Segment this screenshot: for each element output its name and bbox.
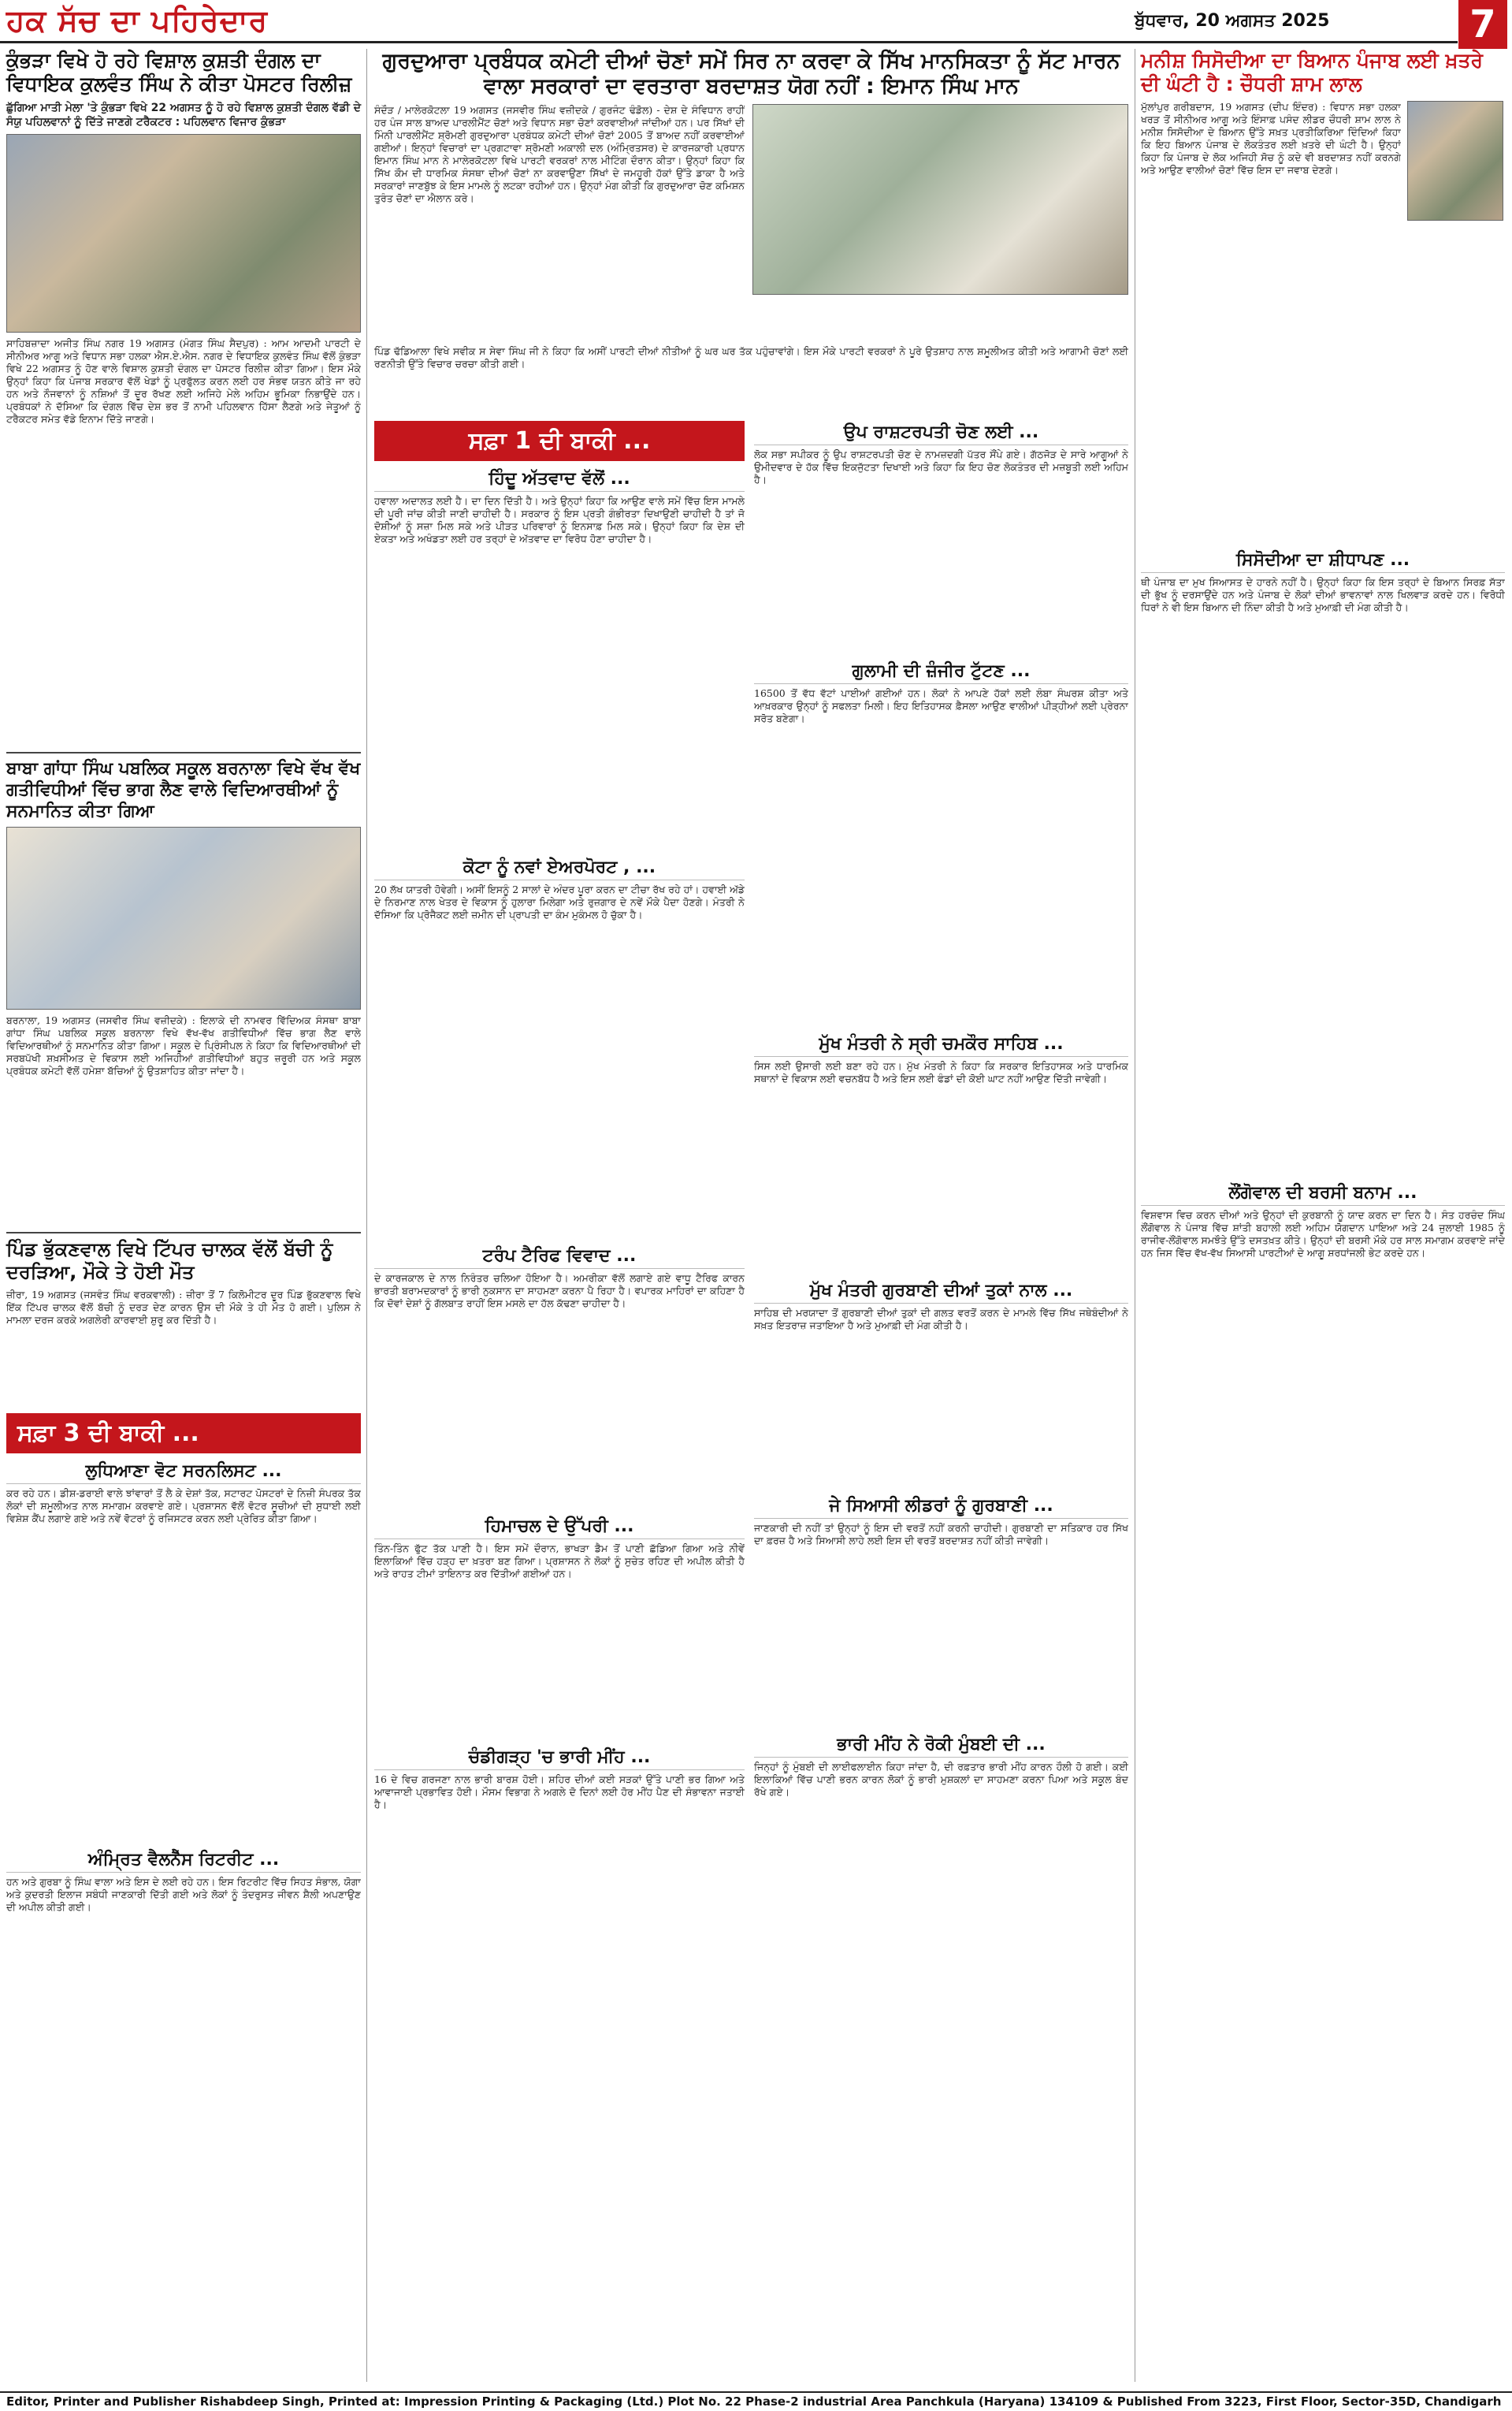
section-heading: ਮੁੱਖ ਮੰਤਰੀ ਨੇ ਸ੍ਰੀ ਚਮਕੌਰ ਸਾਹਿਬ ... bbox=[754, 1034, 1128, 1057]
newspaper-brand: ਹਕ ਸੱਚ ਦਾ ਪਹਿਰੇਦਾਰ bbox=[6, 3, 269, 38]
article-headline: ਗੁਰਦੁਆਰਾ ਪ੍ਰਬੰਧਕ ਕਮੇਟੀ ਦੀਆਂ ਚੋਣਾਂ ਸਮੇਂ ਸਿਰ ਨਾ ਕਰਵਾ ਕੇ ਸਿੱਖ ਮਾਨਸਿਕਤਾ ਨੂੰ ਸੱਟ ਮਾਰਨ ਵਾਲਾ ਸਰਕਾਰਾਂ ਦਾ ਵਰਤਾਰਾ ਬਰਦਾਸ਼ਤ ਯੋਗ ਨਹੀਂ : ਇਮਾਨ ਸਿੰਘ ਮਾਨ bbox=[382, 49, 1120, 99]
article-body: ਮੁੱਲਾਂਪੁਰ ਗਰੀਬਦਾਸ, 19 ਅਗਸਤ (ਦੀਪ ਇੰਦਰ) : ਵਿਧਾਨ ਸਭਾ ਹਲਕਾ ਖਰੜ ਤੋਂ ਸੀਨੀਅਰ ਆਗੂ ਅਤੇ ਇੰਸਾਫ਼ ਪਸੰਦ ਲੀਡਰ ਚੌਧਰੀ ਸ਼ਾਮ ਲਾਲ ਨੇ ਮਨੀਸ਼ ਸਿਸੋਦੀਆ ਦੇ ਬਿਆਨ ਉੱਤੇ ਸਖ਼ਤ ਪ੍ਰਤੀਕਿਰਿਆ ਦਿੰਦਿਆਂ ਕਿਹਾ ਕਿ ਇਹ ਬਿਆਨ ਪੰਜਾਬ ਦੇ ਲੋਕਤੰਤਰ ਲਈ ਖ਼ਤਰੇ ਦੀ ਘੰਟੀ ਹੈ। ਉਨ੍ਹਾਂ ਕਿਹਾ ਕਿ ਪੰਜਾਬ ਦੇ ਲੋਕ ਅਜਿਹੀ ਸੋਚ ਨੂੰ ਕਦੇ ਵੀ ਬਰਦਾਸ਼ਤ ਨਹੀਂ ਕਰਨਗੇ ਅਤੇ ਆਉਣ ਵਾਲੀਆਂ ਚੋਣਾਂ ਵਿੱਚ ਇਸ ਦਾ ਜਵਾਬ ਦੇਣਗੇ। bbox=[1141, 101, 1401, 176]
article-headline: ਪਿੰਡ ਭੁੱਕਣਵਾਲ ਵਿਖੇ ਟਿੱਪਰ ਚਾਲਕ ਵੱਲੋਂ ਬੱਚੀ ਨੂੰ ਦਰੜਿਆ, ਮੌਕੇ ਤੇ ਹੋਈ ਮੌਤ bbox=[6, 1238, 333, 1283]
article-body: ਕਰ ਰਹੇ ਹਨ। ਡੀਸ਼-ਡਰਾਈ ਵਾਲੇ ਝਾਂਵਾਰਾਂ ਤੋਂ ਲੈ ਕੇ ਦੇਸ਼ਾਂ ਤੱਕ, ਸਟਾਰਟ ਪੋਸਟਰਾਂ ਦੇ ਨਿਜ਼ੀ ਸੰਪਰਕ ਤੱਕ ਲੋਕਾਂ ਦੀ ਸ਼ਮੂਲੀਅਤ ਨਾਲ ਸਮਾਗਮ ਕਰਵਾਏ ਗਏ। ਪ੍ਰਸ਼ਾਸਨ ਵੱਲੋਂ ਵੋਟਰ ਸੂਚੀਆਂ ਦੀ ਸੁਧਾਈ ਲਈ ਵਿਸ਼ੇਸ਼ ਕੈਂਪ ਲਗਾਏ ਗਏ ਅਤੇ ਨਵੇਂ ਵੋਟਰਾਂ ਨੂੰ ਰਜਿਸਟਰ ਕਰਨ ਲਈ ਪ੍ਰੇਰਿਤ ਕੀਤਾ ਗਿਆ। bbox=[6, 1487, 361, 1524]
article-body: ਸੰਦੌੜ / ਮਾਲੇਰਕੋਟਲਾ 19 ਅਗਸਤ (ਜਸਵੀਰ ਸਿੰਘ ਵਜ਼ੀਦਕੇ / ਗੁਰਜੰਟ ਢੰਡੋਲ) - ਦੇਸ਼ ਦੇ ਸੰਵਿਧਾਨ ਰਾਹੀਂ ਹਰ ਪੰਜ ਸਾਲ ਬਾਅਦ ਪਾਰਲੀਮੈਂਟ ਚੋਣਾਂ ਅਤੇ ਵਿਧਾਨ ਸਭਾ ਚੋਣਾਂ ਕਰਵਾਈਆਂ ਜਾਂਦੀਆਂ ਹਨ। ਪਰ ਸਿੱਖਾਂ ਦੀ ਮਿੰਨੀ ਪਾਰਲੀਮੈਂਟ ਸ਼੍ਰੋਮਣੀ ਗੁਰਦੁਆਰਾ ਪ੍ਰਬੰਧਕ ਕਮੇਟੀ ਦੀਆਂ ਚੋਣਾਂ 2005 ਤੋਂ ਬਾਅਦ ਨਹੀਂ ਕਰਵਾਈਆਂ ਗਈਆਂ। ਇਨ੍ਹਾਂ ਵਿਚਾਰਾਂ ਦਾ ਪ੍ਰਗਟਾਵਾ ਸ਼੍ਰੋਮਣੀ ਅਕਾਲੀ ਦਲ (ਅੰਮ੍ਰਿਤਸਰ) ਦੇ ਕਾਰਜਕਾਰੀ ਪ੍ਰਧਾਨ ਇਮਾਨ ਸਿੰਘ ਮਾਨ ਨੇ ਮਾਲੇਰਕੋਟਲਾ ਵਿਖੇ ਪਾਰਟੀ ਵਰਕਰਾਂ ਨਾਲ ਮੀਟਿੰਗ ਦੌਰਾਨ ਕੀਤਾ। ਉਨ੍ਹਾਂ ਕਿਹਾ ਕਿ ਸਿੱਖ ਕੌਮ ਦੀ ਧਾਰਮਿਕ ਸੰਸਥਾ ਦੀਆਂ ਚੋਣਾਂ ਨਾ ਕਰਵਾਉਣਾ ਸਿੱਖਾਂ ਦੇ ਜਮਹੂਰੀ ਹੱਕਾਂ ਉੱਤੇ ਡਾਕਾ ਹੈ ਅਤੇ ਸਰਕਾਰਾਂ ਜਾਣਬੁੱਝ ਕੇ ਇਸ ਮਾਮਲੇ ਨੂੰ ਲਟਕਾ ਰਹੀਆਂ ਹਨ। ਉਨ੍ਹਾਂ ਮੰਗ ਕੀਤੀ ਕਿ ਗੁਰਦੁਆਰਾ ਚੋਣ ਕਮਿਸ਼ਨ ਤੁਰੰਤ ਚੋਣਾਂ ਦਾ ਐਲਾਨ ਕਰੇ। bbox=[374, 104, 745, 204]
section-heading: ਜੇ ਸਿਆਸੀ ਲੀਡਰਾਂ ਨੂੰ ਗੁਰਬਾਣੀ ... bbox=[754, 1496, 1128, 1519]
imprint-footer: Editor, Printer and Publisher Rishabdeep Singh, Printed at: Impression Printing & Packaging (Ltd.) Plot No. 22 Phase-2 industrial Area Panchkula (Haryana) 134109 & Published From 3223, First Floor, Sector-35D, Chandigarh bbox=[0, 2391, 1512, 2411]
section-heading: ਚੰਡੀਗੜ੍ਹ 'ਚ ਭਾਰੀ ਮੀਂਹ ... bbox=[374, 1747, 745, 1770]
article-body: ਦੇ ਕਾਰਜਕਾਲ ਦੇ ਨਾਲ ਨਿਰੰਤਰ ਚਲਿਆ ਹੋਇਆ ਹੈ। ਅਮਰੀਕਾ ਵੱਲੋਂ ਲਗਾਏ ਗਏ ਵਾਧੂ ਟੈਰਿਫ ਕਾਰਨ ਭਾਰਤੀ ਬਰਾਮਦਕਾਰਾਂ ਨੂੰ ਭਾਰੀ ਨੁਕਸਾਨ ਦਾ ਸਾਹਮਣਾ ਕਰਨਾ ਪੈ ਰਿਹਾ ਹੈ। ਵਪਾਰਕ ਮਾਹਿਰਾਂ ਦਾ ਕਹਿਣਾ ਹੈ ਕਿ ਦੋਵਾਂ ਦੇਸ਼ਾਂ ਨੂੰ ਗੱਲਬਾਤ ਰਾਹੀਂ ਇਸ ਮਸਲੇ ਦਾ ਹੱਲ ਕੱਢਣਾ ਚਾਹੀਦਾ ਹੈ। bbox=[374, 1272, 745, 1309]
left-column bbox=[6, 49, 361, 2057]
news-photo bbox=[6, 134, 361, 333]
article-body: ਸਾਹਿਬ ਦੀ ਮਰਯਾਦਾ ਤੋਂ ਗੁਰਬਾਣੀ ਦੀਆਂ ਤੁਕਾਂ ਦੀ ਗਲਤ ਵਰਤੋਂ ਕਰਨ ਦੇ ਮਾਮਲੇ ਵਿੱਚ ਸਿੱਖ ਜਥੇਬੰਦੀਆਂ ਨੇ ਸਖ਼ਤ ਇਤਰਾਜ਼ ਜਤਾਇਆ ਹੈ ਅਤੇ ਮੁਆਫ਼ੀ ਦੀ ਮੰਗ ਕੀਤੀ ਹੈ। bbox=[754, 1307, 1128, 1331]
section-heading: ਉਪ ਰਾਸ਼ਟਰਪਤੀ ਚੋਣ ਲਈ ... bbox=[754, 422, 1128, 445]
article-body: ਪਿੰਡ ਢੱਡਿਆਲਾ ਵਿਖੇ ਸਵੀਕ ਸ ਸੇਵਾ ਸਿੰਘ ਜੀ ਨੇ ਕਿਹਾ ਕਿ ਅਸੀਂ ਪਾਰਟੀ ਦੀਆਂ ਨੀਤੀਆਂ ਨੂੰ ਘਰ ਘਰ ਤੱਕ ਪਹੁੰਚਾਵਾਂਗੇ। ਇਸ ਮੌਕੇ ਪਾਰਟੀ ਵਰਕਰਾਂ ਨੇ ਪੂਰੇ ਉਤਸ਼ਾਹ ਨਾਲ ਸ਼ਮੂਲੀਅਤ ਕੀਤੀ ਅਤੇ ਆਗਾਮੀ ਚੋਣਾਂ ਲਈ ਰਣਨੀਤੀ ਉੱਤੇ ਵਿਚਾਰ ਚਰਚਾ ਕੀਤੀ ਗਈ। bbox=[374, 345, 1128, 370]
article-body: ਹਵਾਲਾ ਅਦਾਲਤ ਲਈ ਹੈ। ਦਾ ਦਿਨ ਦਿੱਤੀ ਹੈ। ਅਤੇ ਉਨ੍ਹਾਂ ਕਿਹਾ ਕਿ ਆਉਣ ਵਾਲੇ ਸਮੇਂ ਵਿੱਚ ਇਸ ਮਾਮਲੇ ਦੀ ਪੂਰੀ ਜਾਂਚ ਕੀਤੀ ਜਾਣੀ ਚਾਹੀਦੀ ਹੈ। ਸਰਕਾਰ ਨੂੰ ਇਸ ਪ੍ਰਤੀ ਗੰਭੀਰਤਾ ਦਿਖਾਉਣੀ ਚਾਹੀਦੀ ਹੈ ਤਾਂ ਜੋ ਦੋਸ਼ੀਆਂ ਨੂੰ ਸਜ਼ਾ ਮਿਲ ਸਕੇ ਅਤੇ ਪੀੜਤ ਪਰਿਵਾਰਾਂ ਨੂੰ ਇਨਸਾਫ਼ ਮਿਲ ਸਕੇ। ਉਨ੍ਹਾਂ ਕਿਹਾ ਕਿ ਦੇਸ਼ ਦੀ ਏਕਤਾ ਅਤੇ ਅਖੰਡਤਾ ਲਈ ਹਰ ਤਰ੍ਹਾਂ ਦੇ ਅੱਤਵਾਦ ਦਾ ਵਿਰੋਧ ਹੋਣਾ ਚਾਹੀਦਾ ਹੈ। bbox=[374, 495, 745, 545]
masthead bbox=[0, 0, 1512, 47]
column-divider bbox=[366, 49, 367, 2382]
section-heading: ਗੁਲਾਮੀ ਦੀ ਜ਼ੰਜੀਰ ਟੁੱਟਣ ... bbox=[754, 661, 1128, 684]
news-photo bbox=[6, 827, 361, 1010]
section-heading: ਲੌਂਗੋਵਾਲ ਦੀ ਬਰਸੀ ਬਨਾਮ ... bbox=[1141, 1183, 1505, 1206]
article-body: ਜ਼ੀਰਾ, 19 ਅਗਸਤ (ਜਸਵੰਤ ਸਿੰਘ ਵਰਕਵਾਲੀ) : ਜ਼ੀਰਾ ਤੋਂ 7 ਕਿਲੋਮੀਟਰ ਦੂਰ ਪਿੰਡ ਭੁੱਕਣਵਾਲ ਵਿਖੇ ਇੱਕ ਟਿੱਪਰ ਚਾਲਕ ਵੱਲੋਂ ਬੱਚੀ ਨੂੰ ਦਰੜ ਦੇਣ ਕਾਰਨ ਉਸ ਦੀ ਮੌਕੇ ਤੇ ਹੀ ਮੌਤ ਹੋ ਗਈ। ਪੁਲਿਸ ਨੇ ਮਾਮਲਾ ਦਰਜ ਕਰਕੇ ਅਗਲੇਰੀ ਕਾਰਵਾਈ ਸ਼ੁਰੂ ਕਰ ਦਿੱਤੀ ਹੈ। bbox=[6, 1289, 361, 1326]
article-body: ਵਿਸ਼ਵਾਸ ਵਿਚ ਕਰਨ ਦੀਆਂ ਅਤੇ ਉਨ੍ਹਾਂ ਦੀ ਕੁਰਬਾਨੀ ਨੂੰ ਯਾਦ ਕਰਨ ਦਾ ਦਿਨ ਹੈ। ਸੰਤ ਹਰਚੰਦ ਸਿੰਘ ਲੌਂਗੋਵਾਲ ਨੇ ਪੰਜਾਬ ਵਿੱਚ ਸ਼ਾਂਤੀ ਬਹਾਲੀ ਲਈ ਅਹਿਮ ਯੋਗਦਾਨ ਪਾਇਆ ਅਤੇ 24 ਜੁਲਾਈ 1985 ਨੂੰ ਰਾਜੀਵ-ਲੌਂਗੋਵਾਲ ਸਮਝੌਤੇ ਉੱਤੇ ਦਸਤਖ਼ਤ ਕੀਤੇ। ਉਨ੍ਹਾਂ ਦੀ ਬਰਸੀ ਮੌਕੇ ਹਰ ਸਾਲ ਸਮਾਗਮ ਕਰਵਾਏ ਜਾਂਦੇ ਹਨ ਜਿਸ ਵਿੱਚ ਵੱਖ-ਵੱਖ ਸਿਆਸੀ ਪਾਰਟੀਆਂ ਦੇ ਆਗੂ ਸ਼ਰਧਾਂਜਲੀ ਭੇਟ ਕਰਦੇ ਹਨ। bbox=[1141, 1209, 1505, 1259]
continuation-band: ਸਫ਼ਾ 3 ਦੀ ਬਾਕੀ ... bbox=[6, 1413, 361, 1453]
section-heading: ਹਿੰਦੂ ਅੱਤਵਾਦ ਵੱਲੋਂ ... bbox=[374, 469, 745, 492]
article-body: ਤਿੰਨ-ਤਿੰਨ ਫੁੱਟ ਤੱਕ ਪਾਣੀ ਹੈ। ਇਸ ਸਮੇਂ ਦੌਰਾਨ, ਭਾਖੜਾ ਡੈਮ ਤੋਂ ਪਾਣੀ ਛੱਡਿਆ ਗਿਆ ਅਤੇ ਨੀਵੇਂ ਇਲਾਕਿਆਂ ਵਿੱਚ ਹੜ੍ਹ ਦਾ ਖ਼ਤਰਾ ਬਣ ਗਿਆ। ਪ੍ਰਸ਼ਾਸਨ ਨੇ ਲੋਕਾਂ ਨੂੰ ਸੁਚੇਤ ਰਹਿਣ ਦੀ ਅਪੀਲ ਕੀਤੀ ਹੈ ਅਤੇ ਰਾਹਤ ਟੀਮਾਂ ਤਾਇਨਾਤ ਕਰ ਦਿੱਤੀਆਂ ਗਈਆਂ ਹਨ। bbox=[374, 1542, 745, 1579]
portrait-photo bbox=[1407, 101, 1503, 221]
article-headline: ਮਨੀਸ਼ ਸਿਸੋਦੀਆ ਦਾ ਬਿਆਨ ਪੰਜਾਬ ਲਈ ਖ਼ਤਰੇ ਦੀ ਘੰਟੀ ਹੈ : ਚੌਧਰੀ ਸ਼ਾਮ ਲਾਲ bbox=[1141, 49, 1483, 95]
center-right-subcolumn bbox=[754, 415, 1128, 2013]
page-number: 7 bbox=[1458, 0, 1507, 49]
section-rule bbox=[6, 1232, 361, 1233]
article-body: ਥੀ ਪੰਜਾਬ ਦਾ ਮੁਖ ਸਿਆਸਤ ਦੇ ਹਾਰਨੇ ਨਹੀਂ ਹੈ। ਉਨ੍ਹਾਂ ਕਿਹਾ ਕਿ ਇਸ ਤਰ੍ਹਾਂ ਦੇ ਬਿਆਨ ਸਿਰਫ਼ ਸੱਤਾ ਦੀ ਭੁੱਖ ਨੂੰ ਦਰਸਾਉਂਦੇ ਹਨ ਅਤੇ ਪੰਜਾਬ ਦੇ ਲੋਕਾਂ ਦੀਆਂ ਭਾਵਨਾਵਾਂ ਨਾਲ ਖਿਲਵਾੜ ਕਰਦੇ ਹਨ। ਵਿਰੋਧੀ ਧਿਰਾਂ ਨੇ ਵੀ ਇਸ ਬਿਆਨ ਦੀ ਨਿੰਦਾ ਕੀਤੀ ਹੈ ਅਤੇ ਮੁਆਫ਼ੀ ਦੀ ਮੰਗ ਕੀਤੀ ਹੈ। bbox=[1141, 576, 1505, 613]
article-body: ਜਿਨ੍ਹਾਂ ਨੂੰ ਮੁੰਬਈ ਦੀ ਲਾਈਫਲਾਈਨ ਕਿਹਾ ਜਾਂਦਾ ਹੈ, ਦੀ ਰਫ਼ਤਾਰ ਭਾਰੀ ਮੀਂਹ ਕਾਰਨ ਹੌਲੀ ਹੋ ਗਈ। ਕਈ ਇਲਾਕਿਆਂ ਵਿੱਚ ਪਾਣੀ ਭਰਨ ਕਾਰਨ ਲੋਕਾਂ ਨੂੰ ਭਾਰੀ ਮੁਸ਼ਕਲਾਂ ਦਾ ਸਾਹਮਣਾ ਕਰਨਾ ਪਿਆ ਅਤੇ ਸਕੂਲ ਬੰਦ ਰੱਖੇ ਗਏ। bbox=[754, 1761, 1128, 1798]
center-column bbox=[374, 49, 1128, 2013]
dateline: ਬੁੱਧਵਾਰ, 20 ਅਗਸਤ 2025 bbox=[1135, 11, 1330, 31]
article-body: ਹਨ ਅਤੇ ਗੁਰਬਾ ਨੂੰ ਸਿੰਘ ਵਾਲਾ ਅਤੇ ਇਸ ਦੇ ਲਈ ਰਹੇ ਹਨ। ਇਸ ਰਿਟਰੀਟ ਵਿੱਚ ਸਿਹਤ ਸੰਭਾਲ, ਯੋਗਾ ਅਤੇ ਕੁਦਰਤੀ ਇਲਾਜ ਸਬੰਧੀ ਜਾਣਕਾਰੀ ਦਿੱਤੀ ਗਈ ਅਤੇ ਲੋਕਾਂ ਨੂੰ ਤੰਦਰੁਸਤ ਜੀਵਨ ਸ਼ੈਲੀ ਅਪਣਾਉਣ ਦੀ ਅਪੀਲ ਕੀਤੀ ਗਈ। bbox=[6, 1876, 361, 1913]
section-heading: ਭਾਰੀ ਮੀਂਹ ਨੇ ਰੋਕੀ ਮੁੰਬਈ ਦੀ ... bbox=[754, 1735, 1128, 1758]
masthead-rule bbox=[0, 41, 1458, 43]
article-body: ਬਰਨਾਲਾ, 19 ਅਗਸਤ (ਜਸਵੀਰ ਸਿੰਘ ਵਜ਼ੀਦਕੇ) : ਇਲਾਕੇ ਦੀ ਨਾਮਵਰ ਵਿੱਦਿਅਕ ਸੰਸਥਾ ਬਾਬਾ ਗਾਂਧਾ ਸਿੰਘ ਪਬਲਿਕ ਸਕੂਲ ਬਰਨਾਲਾ ਵਿਖੇ ਵੱਖ-ਵੱਖ ਗਤੀਵਿਧੀਆਂ ਵਿੱਚ ਭਾਗ ਲੈਣ ਵਾਲੇ ਵਿਦਿਆਰਥੀਆਂ ਨੂੰ ਸਨਮਾਨਿਤ ਕੀਤਾ ਗਿਆ। ਸਕੂਲ ਦੇ ਪ੍ਰਿੰਸੀਪਲ ਨੇ ਕਿਹਾ ਕਿ ਵਿਦਿਆਰਥੀਆਂ ਦੀ ਸਰਬਪੱਖੀ ਸ਼ਖ਼ਸੀਅਤ ਦੇ ਵਿਕਾਸ ਲਈ ਅਜਿਹੀਆਂ ਗਤੀਵਿਧੀਆਂ ਬਹੁਤ ਜ਼ਰੂਰੀ ਹਨ ਅਤੇ ਸਕੂਲ ਪ੍ਰਬੰਧਕ ਕਮੇਟੀ ਵੱਲੋਂ ਹਮੇਸ਼ਾ ਬੱਚਿਆਂ ਨੂੰ ਉਤਸ਼ਾਹਿਤ ਕੀਤਾ ਜਾਂਦਾ ਹੈ। bbox=[6, 1014, 361, 1077]
article-body: 16500 ਤੋਂ ਵੱਧ ਵੱਟਾਂ ਪਾਈਆਂ ਗਈਆਂ ਹਨ। ਲੋਕਾਂ ਨੇ ਆਪਣੇ ਹੱਕਾਂ ਲਈ ਲੰਬਾ ਸੰਘਰਸ਼ ਕੀਤਾ ਅਤੇ ਆਖ਼ਰਕਾਰ ਉਨ੍ਹਾਂ ਨੂੰ ਸਫਲਤਾ ਮਿਲੀ। ਇਹ ਇਤਿਹਾਸਕ ਫ਼ੈਸਲਾ ਆਉਣ ਵਾਲੀਆਂ ਪੀੜ੍ਹੀਆਂ ਲਈ ਪ੍ਰੇਰਨਾ ਸਰੋਤ ਬਣੇਗਾ। bbox=[754, 687, 1128, 724]
section-heading: ਸਿਸੋਦੀਆ ਦਾ ਸ਼ੀਧਾਪਣ ... bbox=[1141, 550, 1505, 573]
section-heading: ਮੁੱਖ ਮੰਤਰੀ ਗੁਰਬਾਣੀ ਦੀਆਂ ਤੁਕਾਂ ਨਾਲ ... bbox=[754, 1281, 1128, 1304]
section-heading: ਹਿਮਾਚਲ ਦੇ ਉੱਪਰੀ ... bbox=[374, 1516, 745, 1539]
article-headline: ਬਾਬਾ ਗਾਂਧਾ ਸਿੰਘ ਪਬਲਿਕ ਸਕੂਲ ਬਰਨਾਲਾ ਵਿਖੇ ਵੱਖ ਵੱਖ ਗਤੀਵਿਧੀਆਂ ਵਿੱਚ ਭਾਗ ਲੈਣ ਵਾਲੇ ਵਿਦਿਆਰਥੀਆਂ ਨੂੰ ਸਨਮਾਨਿਤ ਕੀਤਾ ਗਿਆ bbox=[6, 759, 361, 821]
section-heading: ਟਰੰਪ ਟੈਰਿਫ ਵਿਵਾਦ ... bbox=[374, 1246, 745, 1269]
continuation-band: ਸਫ਼ਾ 1 ਦੀ ਬਾਕੀ ... bbox=[374, 421, 745, 461]
news-photo bbox=[752, 104, 1128, 295]
right-column bbox=[1141, 49, 1505, 2312]
article-body: ਲੋਕ ਸਭਾ ਸਪੀਕਰ ਨੂੰ ਉਪ ਰਾਸ਼ਟਰਪਤੀ ਚੋਣ ਦੇ ਨਾਮਜ਼ਦਗੀ ਪੱਤਰ ਸੌਂਪੇ ਗਏ। ਗੱਠਜੋੜ ਦੇ ਸਾਰੇ ਆਗੂਆਂ ਨੇ ਉਮੀਦਵਾਰ ਦੇ ਹੱਕ ਵਿੱਚ ਇਕਜੁੱਟਤਾ ਦਿਖਾਈ ਅਤੇ ਕਿਹਾ ਕਿ ਇਹ ਚੋਣ ਲੋਕਤੰਤਰ ਦੀ ਮਜ਼ਬੂਤੀ ਲਈ ਅਹਿਮ ਹੈ। bbox=[754, 448, 1128, 486]
article-body: 20 ਲੱਖ ਯਾਤਰੀ ਹੋਵੇਗੀ। ਅਸੀਂ ਇਸਨੂੰ 2 ਸਾਲਾਂ ਦੇ ਅੰਦਰ ਪੂਰਾ ਕਰਨ ਦਾ ਟੀਚਾ ਰੱਖ ਰਹੇ ਹਾਂ। ਹਵਾਈ ਅੱਡੇ ਦੇ ਨਿਰਮਾਣ ਨਾਲ ਖੇਤਰ ਦੇ ਵਿਕਾਸ ਨੂੰ ਹੁਲਾਰਾ ਮਿਲੇਗਾ ਅਤੇ ਰੁਜ਼ਗਾਰ ਦੇ ਨਵੇਂ ਮੌਕੇ ਪੈਦਾ ਹੋਣਗੇ। ਮੰਤਰੀ ਨੇ ਦੱਸਿਆ ਕਿ ਪ੍ਰੋਜੈਕਟ ਲਈ ਜ਼ਮੀਨ ਦੀ ਪ੍ਰਾਪਤੀ ਦਾ ਕੰਮ ਮੁਕੰਮਲ ਹੋ ਚੁੱਕਾ ਹੈ। bbox=[374, 884, 745, 921]
article-headline: ਕੁੰਭੜਾ ਵਿਖੇ ਹੋ ਰਹੇ ਵਿਸ਼ਾਲ ਕੁਸ਼ਤੀ ਦੰਗਲ ਦਾ ਵਿਧਾਇਕ ਕੁਲਵੰਤ ਸਿੰਘ ਨੇ ਕੀਤਾ ਪੋਸਟਰ ਰਿਲੀਜ਼ bbox=[6, 49, 352, 95]
section-heading: ਅੰਮ੍ਰਿਤ ਵੈਲਨੈੱਸ ਰਿਟਰੀਟ ... bbox=[6, 1850, 361, 1873]
section-heading: ਕੋਟਾ ਨੂੰ ਨਵਾਂ ਏਅਰਪੋਰਟ , ... bbox=[374, 858, 745, 880]
article-body: ਸਿਸ ਲਈ ਉਸਾਰੀ ਲਈ ਬਣਾ ਰਹੇ ਹਨ। ਮੁੱਖ ਮੰਤਰੀ ਨੇ ਕਿਹਾ ਕਿ ਸਰਕਾਰ ਇਤਿਹਾਸਕ ਅਤੇ ਧਾਰਮਿਕ ਸਥਾਨਾਂ ਦੇ ਵਿਕਾਸ ਲਈ ਵਚਨਬੱਧ ਹੈ ਅਤੇ ਇਸ ਲਈ ਫੰਡਾਂ ਦੀ ਕੋਈ ਘਾਟ ਨਹੀਂ ਆਉਣ ਦਿੱਤੀ ਜਾਵੇਗੀ। bbox=[754, 1060, 1128, 1085]
section-heading: ਲੁਧਿਆਣਾ ਵੋਟ ਸਰਨਲਿਸਟ ... bbox=[6, 1461, 361, 1484]
article-subheadline: ਛੁੱਗਿਆ ਮਾਤੀ ਮੇਲਾ 'ਤੇ ਕੁੰਭੜਾ ਵਿਖੇ 22 ਅਗਸਤ ਨੂੰ ਹੋ ਰਹੇ ਵਿਸ਼ਾਲ ਕੁਸ਼ਤੀ ਦੰਗਲ ਵੱਡੀ ਦੇ ਸੰਯੁ ਪਹਿਲਵਾਨਾਂ ਨੂੰ ਦਿੱਤੇ ਜਾਣਗੇ ਟਰੈਕਟਰ : ਪਹਿਲਵਾਨ ਵਿਜਾਰ ਕੁੰਭੜਾ bbox=[6, 102, 361, 128]
article-body: ਜਾਣਕਾਰੀ ਦੀ ਨਹੀਂ ਤਾਂ ਉਨ੍ਹਾਂ ਨੂੰ ਇਸ ਦੀ ਵਰਤੋਂ ਨਹੀਂ ਕਰਨੀ ਚਾਹੀਦੀ। ਗੁਰਬਾਣੀ ਦਾ ਸਤਿਕਾਰ ਹਰ ਸਿੱਖ ਦਾ ਫ਼ਰਜ਼ ਹੈ ਅਤੇ ਸਿਆਸੀ ਲਾਹੇ ਲਈ ਇਸ ਦੀ ਵਰਤੋਂ ਬਰਦਾਸ਼ਤ ਨਹੀਂ ਕੀਤੀ ਜਾਵੇਗੀ। bbox=[754, 1522, 1128, 1546]
article-body: 16 ਦੇ ਵਿਚ ਗਰਜਣਾ ਨਾਲ ਭਾਰੀ ਬਾਰਸ਼ ਹੋਈ। ਸ਼ਹਿਰ ਦੀਆਂ ਕਈ ਸੜਕਾਂ ਉੱਤੇ ਪਾਣੀ ਭਰ ਗਿਆ ਅਤੇ ਆਵਾਜਾਈ ਪ੍ਰਭਾਵਿਤ ਹੋਈ। ਮੌਸਮ ਵਿਭਾਗ ਨੇ ਅਗਲੇ ਦੋ ਦਿਨਾਂ ਲਈ ਹੋਰ ਮੀਂਹ ਪੈਣ ਦੀ ਸੰਭਾਵਨਾ ਜਤਾਈ ਹੈ। bbox=[374, 1773, 745, 1810]
article-body: ਸਾਹਿਬਜ਼ਾਦਾ ਅਜੀਤ ਸਿੰਘ ਨਗਰ 19 ਅਗਸਤ (ਮੰਗਤ ਸਿੰਘ ਸੈਦਪੁਰ) : ਆਮ ਆਦਮੀ ਪਾਰਟੀ ਦੇ ਸੀਨੀਅਰ ਆਗੂ ਅਤੇ ਵਿਧਾਨ ਸਭਾ ਹਲਕਾ ਐਸ.ਏ.ਐਸ. ਨਗਰ ਦੇ ਵਿਧਾਇਕ ਕੁਲਵੰਤ ਸਿੰਘ ਵੱਲੋਂ ਕੁੰਭੜਾ ਵਿਖੇ 22 ਅਗਸਤ ਨੂੰ ਹੋਣ ਵਾਲੇ ਵਿਸ਼ਾਲ ਕੁਸ਼ਤੀ ਦੰਗਲ ਦਾ ਪੋਸਟਰ ਰਿਲੀਜ਼ ਕੀਤਾ ਗਿਆ। ਇਸ ਮੌਕੇ ਉਨ੍ਹਾਂ ਕਿਹਾ ਕਿ ਪੰਜਾਬ ਸਰਕਾਰ ਵੱਲੋਂ ਖੇਡਾਂ ਨੂੰ ਪ੍ਰਫੁੱਲਤ ਕਰਨ ਲਈ ਹਰ ਸੰਭਵ ਯਤਨ ਕੀਤੇ ਜਾ ਰਹੇ ਹਨ ਅਤੇ ਨੌਜਵਾਨਾਂ ਨੂੰ ਨਸ਼ਿਆਂ ਤੋਂ ਦੂਰ ਰੱਖਣ ਲਈ ਅਜਿਹੇ ਮੇਲੇ ਅਹਿਮ ਭੂਮਿਕਾ ਨਿਭਾਉਂਦੇ ਹਨ। ਪ੍ਰਬੰਧਕਾਂ ਨੇ ਦੱਸਿਆ ਕਿ ਦੰਗਲ ਵਿੱਚ ਦੇਸ਼ ਭਰ ਤੋਂ ਨਾਮੀ ਪਹਿਲਵਾਨ ਹਿੱਸਾ ਲੈਣਗੇ ਅਤੇ ਜੇਤੂਆਂ ਨੂੰ ਟਰੈਕਟਰ ਸਮੇਤ ਵੱਡੇ ਇਨਾਮ ਦਿੱਤੇ ਜਾਣਗੇ। bbox=[6, 337, 361, 425]
section-rule bbox=[6, 752, 361, 753]
center-left-subcolumn bbox=[374, 415, 745, 2013]
